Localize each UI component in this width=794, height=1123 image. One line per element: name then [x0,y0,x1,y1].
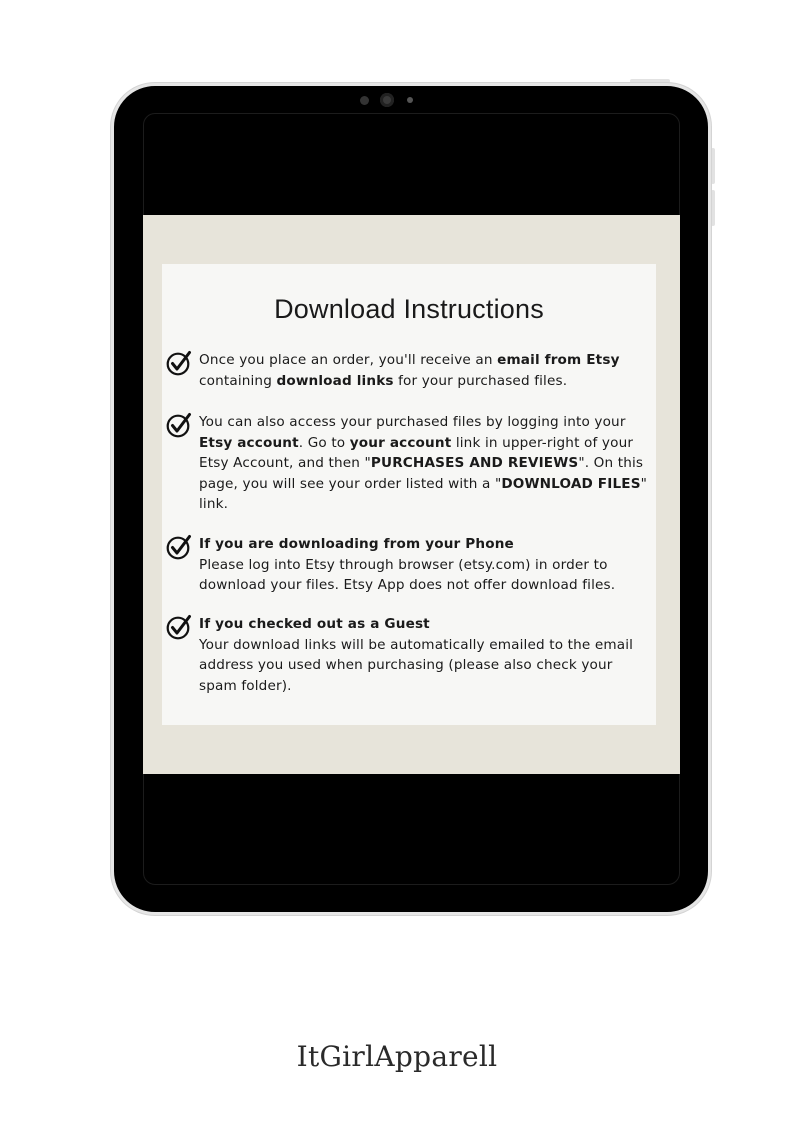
instruction-text-segment: " link. [199,475,648,512]
camera-sensor-icon [360,96,369,105]
check-circle-icon [166,350,193,377]
instruction-text-segment: Once you place an order, you'll receive an [199,352,498,368]
instruction-text [199,412,649,515]
instruction-heading: If you are downloading from your Phone [199,536,514,552]
card-title: Download Instructions [274,294,544,324]
instruction-text-bold: Etsy account [199,434,299,451]
instruction-text-bold: PURCHASES AND REVIEWS [370,455,579,471]
instruction-text-segment: . Go to [298,434,350,451]
check-circle-icon [166,614,193,641]
instruction-text-segment: You can also access your purchased files by logging into your [199,414,626,430]
tablet-volume-down-button [711,190,715,226]
camera-lens-icon [380,93,394,107]
check-circle-icon [166,412,193,439]
check-circle-icon [166,534,193,561]
instructions-card [162,264,656,725]
camera-indicator-icon [407,97,413,103]
instruction-text-segment: ". On this page, you will see your order listed with a " [199,455,644,492]
instruction-text [199,614,649,696]
instruction-body: Please log into Etsy through browser (etsy.com) in order to download your files. Etsy App does not offer download files. [199,556,616,593]
instruction-text-bold: download links [276,372,394,389]
brand-name: ItGirlApparell [296,1040,498,1073]
tablet-camera-bar [355,92,425,108]
instruction-text-segment: link in upper-right of your Etsy Account, and then " [199,434,634,471]
instruction-text-bold: DOWNLOAD FILES [501,475,641,492]
instruction-text-segment: for your purchased files. [393,372,568,389]
instruction-text-segment: containing [199,372,277,389]
instruction-body: Your download links will be automatically emailed to the email address you used when purchasing (please also check your spam folder). [199,636,634,694]
instruction-text [199,350,649,391]
tablet-volume-up-button [711,148,715,184]
instruction-text-bold: email from Etsy [497,352,620,368]
instruction-text-bold: your account [349,434,452,451]
instruction-text [199,534,649,596]
instruction-heading: If you checked out as a Guest [199,616,430,632]
